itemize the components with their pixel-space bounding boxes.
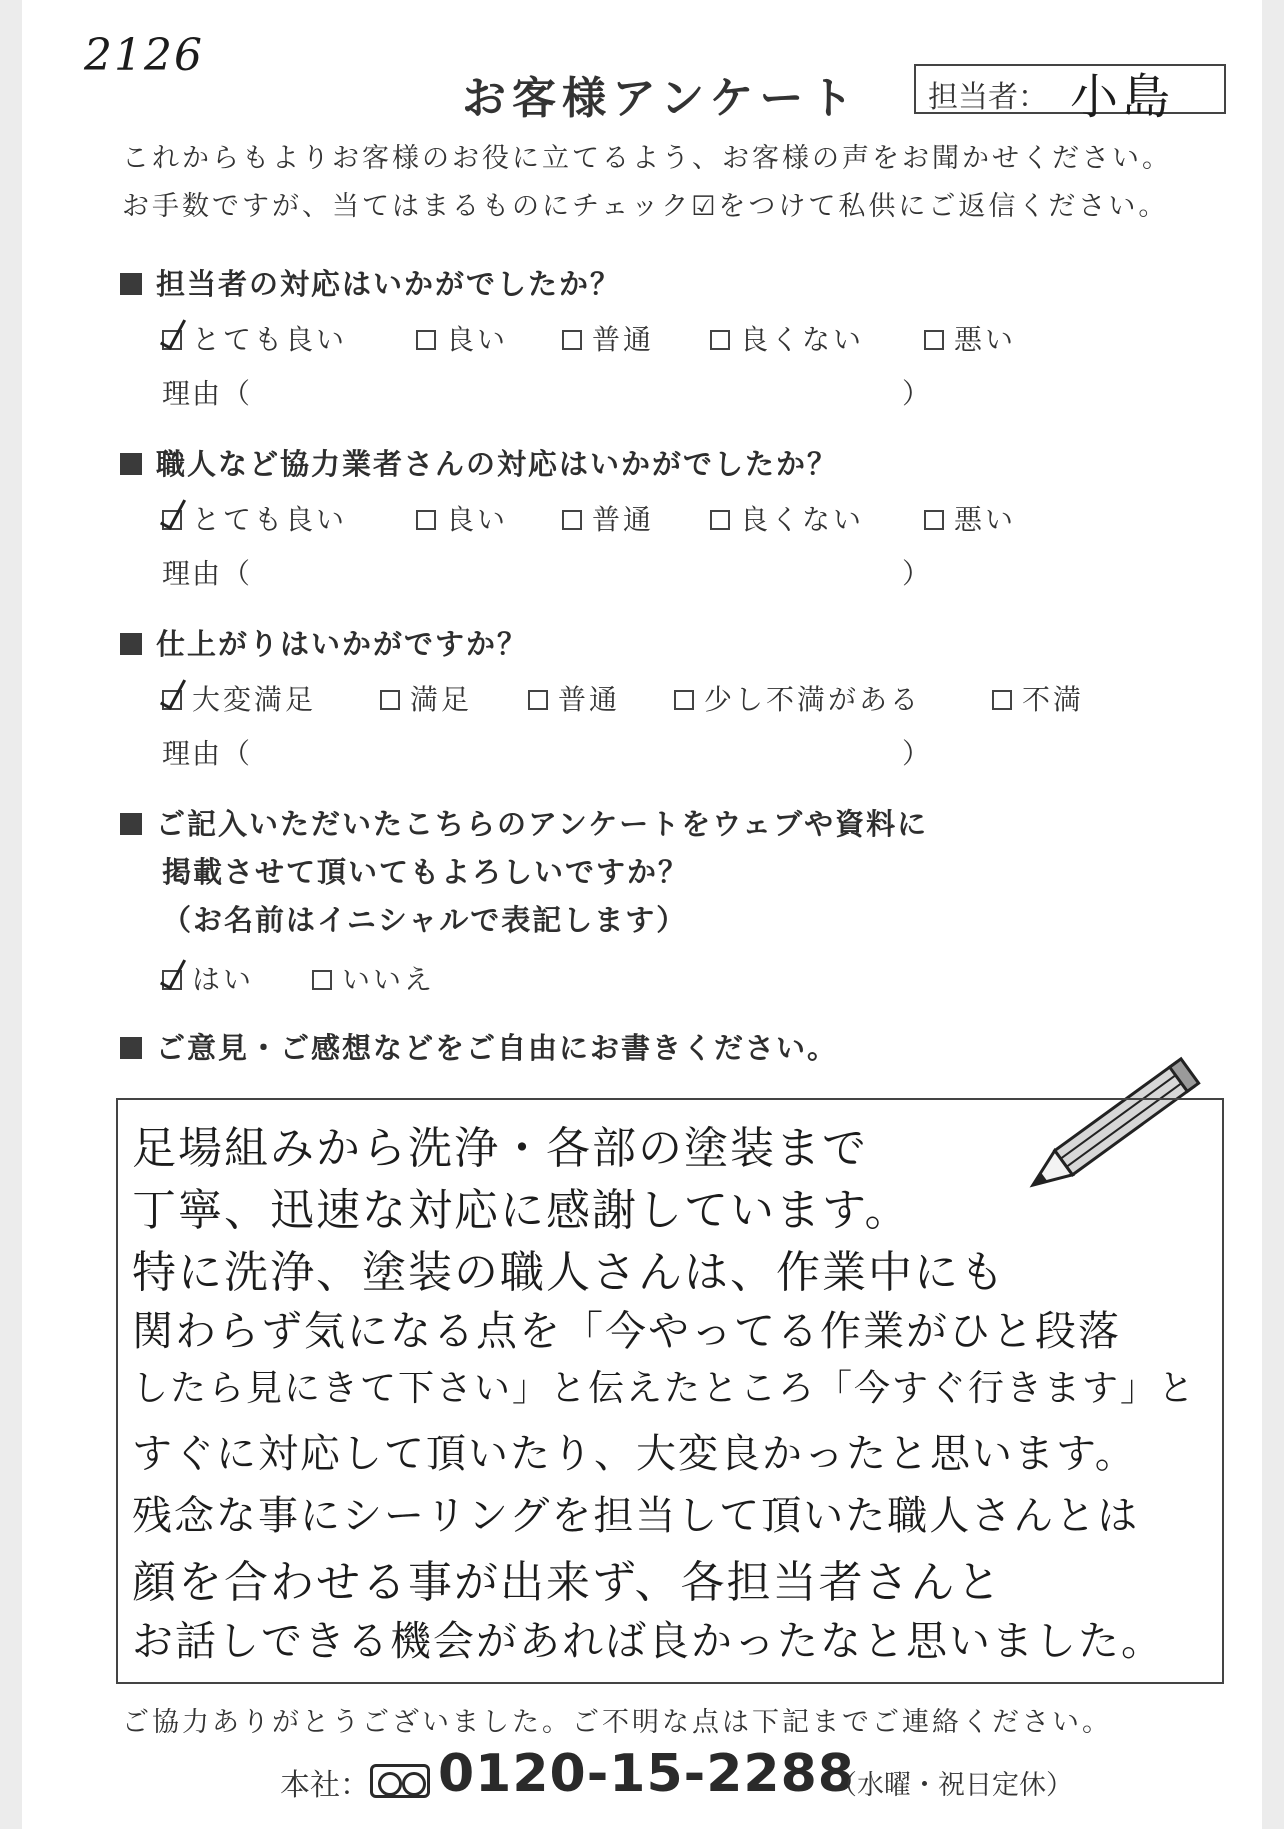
square-bullet-icon bbox=[120, 453, 142, 475]
q4-option-1[interactable]: はい bbox=[162, 958, 254, 998]
intro-line-1: これからもよりお客様のお役に立てるよう、お客様の声をお聞かせください。 bbox=[122, 143, 1172, 174]
q3-option-3[interactable]: 普通 bbox=[528, 678, 620, 718]
checkbox-icon[interactable] bbox=[710, 510, 730, 530]
checkbox-icon[interactable] bbox=[674, 690, 694, 710]
square-bullet-icon bbox=[120, 273, 142, 295]
q2-option-3[interactable]: 普通 bbox=[562, 498, 654, 538]
business-hours: （水曜・祝日定休） bbox=[830, 1770, 1073, 1801]
q2-option-2[interactable]: 良い bbox=[416, 498, 508, 538]
question-3: 仕上がりはいかがですか？ bbox=[120, 622, 528, 663]
freedial-icon bbox=[370, 1764, 430, 1798]
q2-option-5[interactable]: 悪い bbox=[924, 498, 1016, 538]
q2-option-4[interactable]: 良くない bbox=[710, 498, 864, 538]
checkbox-icon[interactable] bbox=[562, 510, 582, 530]
comment-line: 丁寧、迅速な対応に感謝しています。 bbox=[132, 1185, 911, 1236]
square-bullet-icon bbox=[120, 633, 142, 655]
question-4-line-3: （お名前はイニシャルで表記します） bbox=[162, 903, 688, 937]
q3-option-5[interactable]: 不満 bbox=[992, 678, 1084, 718]
comment-line: 関わらず気になる点を「今やってる作業がひと段落 bbox=[132, 1307, 1121, 1355]
q3-option-2[interactable]: 満足 bbox=[380, 678, 472, 718]
question-1: 担当者の対応はいかがでしたか？ bbox=[120, 262, 621, 303]
page-title: お客様アンケート bbox=[462, 73, 860, 124]
form-number: 2126 bbox=[84, 30, 204, 81]
comment-line: 残念な事にシーリングを担当して頂いた職人さんとは bbox=[132, 1493, 1140, 1539]
q4-option-2[interactable]: いいえ bbox=[312, 958, 435, 998]
checkbox-icon[interactable] bbox=[380, 690, 400, 710]
question-4: ご記入いただいたこちらのアンケートをウェブや資料に bbox=[120, 802, 928, 843]
checkbox-icon[interactable] bbox=[924, 330, 944, 350]
q3-reason-close: ） bbox=[902, 737, 931, 770]
square-bullet-icon bbox=[120, 813, 142, 835]
question-4-line-2: 掲載させて頂いてもよろしいですか？ bbox=[162, 855, 690, 889]
comment-line: 特に洗浄、塗装の職人さんは、作業中にも bbox=[132, 1247, 1006, 1298]
intro-line-2: お手数ですが、当てはまるものにチェック☑をつけて私供にご返信ください。 bbox=[122, 191, 1169, 222]
checkbox-checked-icon[interactable] bbox=[162, 330, 182, 350]
q1-reason-label: 理由（ bbox=[162, 377, 253, 410]
q3-reason-label: 理由（ bbox=[162, 737, 253, 770]
q1-option-1[interactable]: とても良い bbox=[162, 318, 347, 358]
staff-name: 小島 bbox=[1070, 69, 1175, 125]
checkbox-checked-icon[interactable] bbox=[162, 690, 182, 710]
hq-label: 本社： bbox=[280, 1768, 370, 1803]
q1-option-2[interactable]: 良い bbox=[416, 318, 508, 358]
q1-option-4[interactable]: 良くない bbox=[710, 318, 864, 358]
q2-reason-close: ） bbox=[902, 557, 931, 590]
checkbox-checked-icon[interactable] bbox=[162, 510, 182, 530]
q3-option-4[interactable]: 少し不満がある bbox=[674, 678, 921, 718]
checkbox-icon[interactable] bbox=[312, 970, 332, 990]
checkbox-icon[interactable] bbox=[924, 510, 944, 530]
question-2: 職人など協力業者さんの対応はいかがでしたか？ bbox=[120, 442, 838, 483]
checkbox-icon[interactable] bbox=[710, 330, 730, 350]
checkbox-icon[interactable] bbox=[562, 330, 582, 350]
checkbox-icon[interactable] bbox=[528, 690, 548, 710]
checkbox-checked-icon[interactable] bbox=[162, 970, 182, 990]
checkbox-icon[interactable] bbox=[992, 690, 1012, 710]
comment-line: すぐに対応して頂いたり、大変良かったと思います。 bbox=[132, 1431, 1137, 1477]
thanks-message: ご協力ありがとうございました。ご不明な点は下記までご連絡ください。 bbox=[122, 1707, 1112, 1738]
q2-reason-label: 理由（ bbox=[162, 557, 253, 590]
comment-line: お話しできる機会があれば良かったなと思いました。 bbox=[132, 1617, 1164, 1665]
q1-option-5[interactable]: 悪い bbox=[924, 318, 1016, 358]
phone-number[interactable]: 0120-15-2288 bbox=[438, 1744, 855, 1804]
question-5: ご意見・ご感想などをご自由にお書きください。 bbox=[120, 1026, 838, 1067]
q2-option-1[interactable]: とても良い bbox=[162, 498, 347, 538]
checkbox-icon[interactable] bbox=[416, 330, 436, 350]
checkbox-icon[interactable] bbox=[416, 510, 436, 530]
comment-line: 顔を合わせる事が出来ず、各担当者さんと bbox=[132, 1557, 1003, 1608]
square-bullet-icon bbox=[120, 1037, 142, 1059]
comment-line: 足場組みから洗浄・各部の塗装まで bbox=[132, 1123, 868, 1174]
q3-option-1[interactable]: 大変満足 bbox=[162, 678, 316, 718]
q1-reason-close: ） bbox=[902, 377, 931, 410]
survey-sheet bbox=[22, 0, 1262, 1829]
comment-line: したら見にきて下さい」と伝えたところ「今すぐ行きます」と bbox=[132, 1368, 1197, 1409]
staff-label: 担当者： bbox=[928, 80, 1048, 115]
q1-option-3[interactable]: 普通 bbox=[562, 318, 654, 358]
